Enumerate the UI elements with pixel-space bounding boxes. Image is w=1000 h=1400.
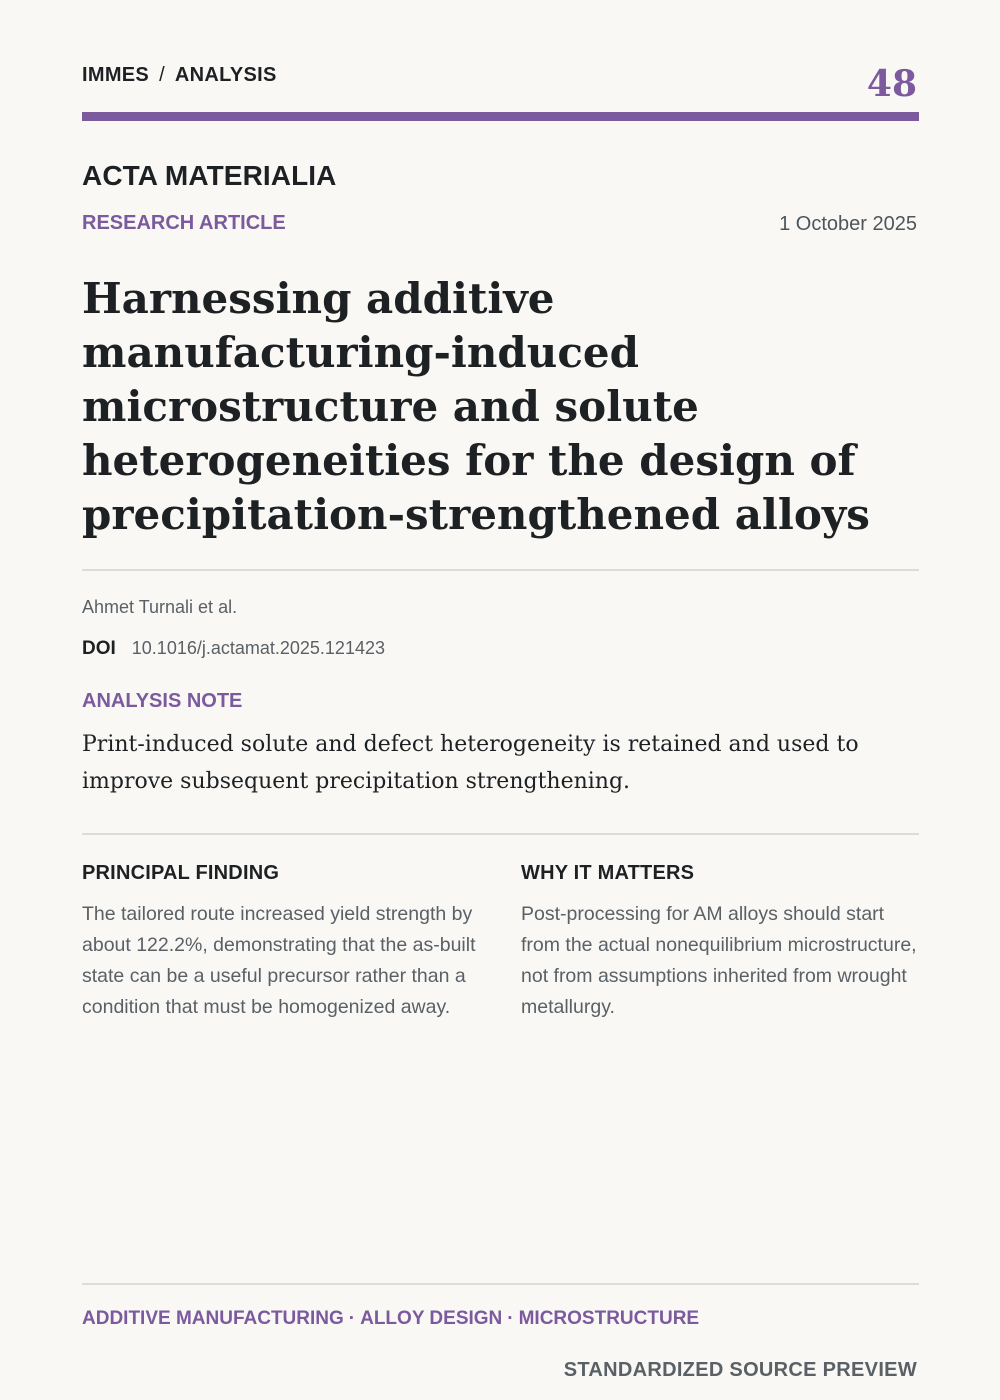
- doi-row: [82, 638, 385, 660]
- breadcrumb: [82, 64, 277, 87]
- footer-divider: [82, 1283, 919, 1285]
- masthead: [82, 60, 919, 105]
- author-list: Ahmet Turnali et al.: [82, 597, 238, 617]
- why-it-matters-section: [521, 862, 919, 1023]
- breadcrumb-subsection: ANALYSIS: [174, 64, 277, 86]
- keyword-separator: ·: [348, 1308, 356, 1329]
- publication-date: 1 October 2025: [779, 213, 917, 235]
- article-type: RESEARCH ARTICLE: [82, 212, 286, 234]
- page-number: 48: [866, 63, 917, 105]
- keyword-separator: ·: [507, 1308, 514, 1329]
- title-divider: [82, 569, 919, 571]
- principal-finding-body: The tailored route increased yield strength by about 122.2%, demonstrating that the as-built state can be a useful precursor rather than a condition that must be homogenized away.: [82, 903, 476, 1018]
- doi-value: 10.1016/j.actamat.2025.121423: [131, 638, 385, 658]
- breadcrumb-separator: /: [159, 64, 165, 86]
- keyword-list: [82, 1308, 699, 1330]
- keyword-tag: MICROSTRUCTURE: [518, 1308, 700, 1329]
- keyword-tag: ADDITIVE MANUFACTURING: [82, 1308, 344, 1329]
- keyword-tag: ALLOY DESIGN: [360, 1308, 503, 1329]
- breadcrumb-section: IMMES: [82, 64, 150, 86]
- journal-name: ACTA MATERIALIA: [82, 160, 337, 191]
- why-it-matters-body: Post-processing for AM alloys should start from the actual nonequilibrium microstructure, not from assumptions inherited from wrought metallurgy.: [521, 903, 917, 1018]
- analysis-note-label: ANALYSIS NOTE: [82, 690, 243, 712]
- section-divider: [82, 833, 919, 835]
- principal-finding-heading: PRINCIPAL FINDING: [82, 862, 280, 884]
- principal-finding-section: [82, 862, 482, 1023]
- analysis-note-text: Print-induced solute and defect heterogeneity is retained and used to improve subsequent precipitation strengthening.: [82, 732, 859, 794]
- doi-label: DOI: [82, 638, 116, 659]
- article-title: Harnessing additive manufacturing-induced microstructure and solute heterogeneities for the design of precipitation-strengthened alloys: [82, 274, 870, 539]
- header-accent-rule: [82, 112, 919, 121]
- article-preview-page: [82, 0, 919, 1400]
- preview-label: STANDARDIZED SOURCE PREVIEW: [563, 1359, 917, 1381]
- why-it-matters-heading: WHY IT MATTERS: [521, 862, 695, 884]
